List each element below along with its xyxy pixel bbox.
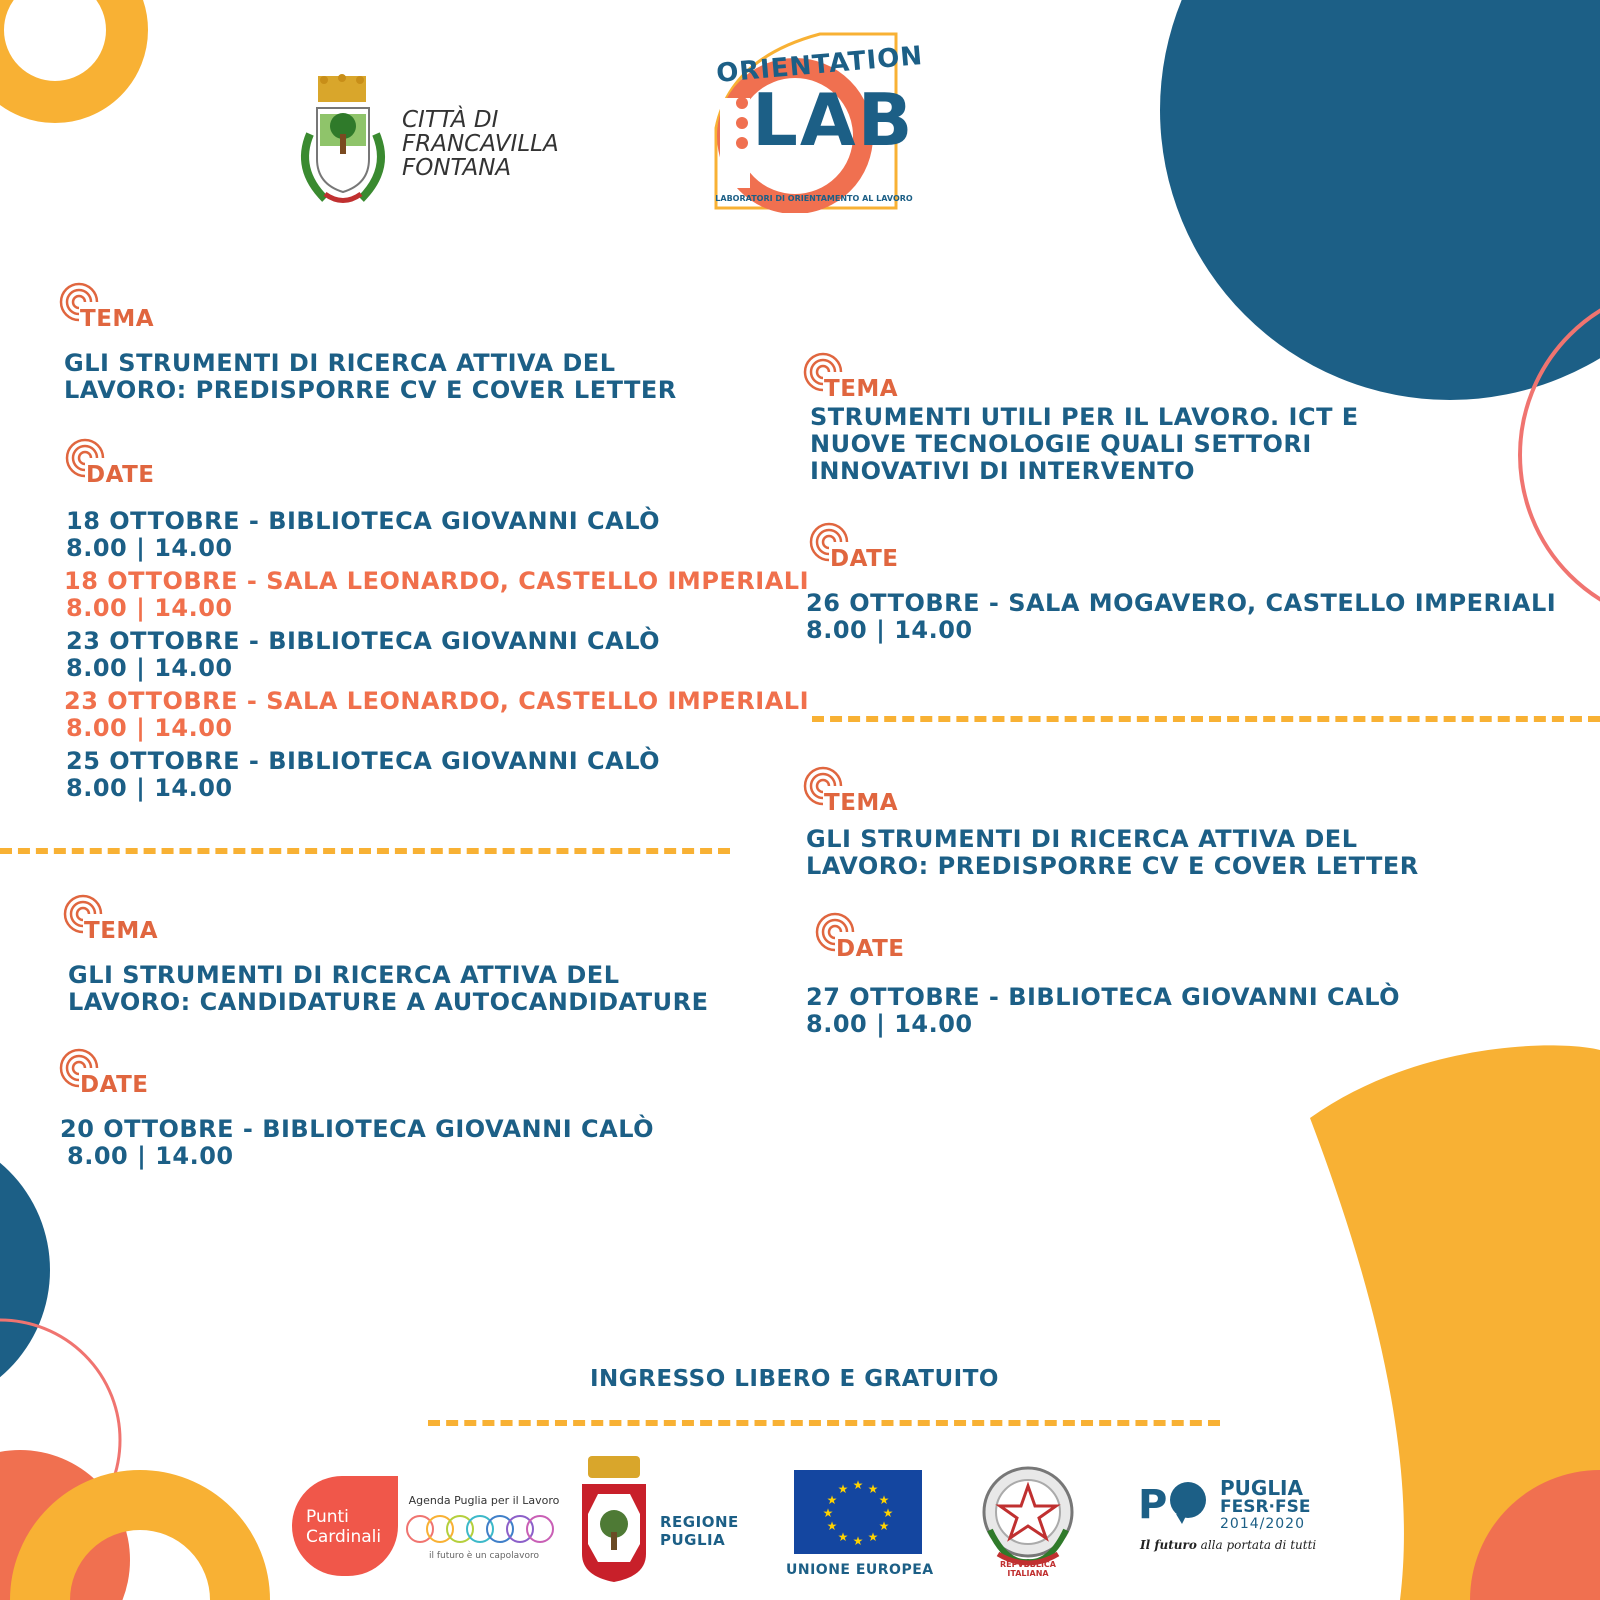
date-time: 8.00 | 14.00 xyxy=(806,1010,973,1038)
po-tagline-bold: Il futuro xyxy=(1140,1538,1197,1552)
svg-text:★: ★ xyxy=(867,1482,879,1496)
agenda-circles-icon xyxy=(404,1513,556,1547)
date-label: DATE xyxy=(80,1072,149,1098)
dashed-divider-footer xyxy=(428,1420,1220,1426)
svg-text:★: ★ xyxy=(826,1519,838,1533)
po-years-text: 2014/2020 xyxy=(1220,1516,1305,1532)
tema-text-block-1 xyxy=(64,350,677,404)
tema-text-block-4 xyxy=(806,826,1419,880)
dates-block-3 xyxy=(806,590,1556,644)
repubblica-italiana-emblem-icon xyxy=(976,1460,1080,1572)
date-line: 27 OTTOBRE - BIBLIOTECA GIOVANNI CALÒ xyxy=(806,983,1401,1011)
tema-line: GLI STRUMENTI DI RICERCA ATTIVA DEL xyxy=(806,825,1358,853)
svg-text:★: ★ xyxy=(852,1534,864,1548)
po-puglia-text: PUGLIA xyxy=(1220,1476,1303,1500)
date-line-highlight: 18 OTTOBRE - SALA LEONARDO, CASTELLO IMPERIALI xyxy=(64,567,810,595)
punti-cardinali-line-1: Punti xyxy=(306,1507,349,1527)
date-line: 18 OTTOBRE - BIBLIOTECA GIOVANNI CALÒ xyxy=(66,507,661,535)
repubblica-text: REPVBBLICA ITALIANA xyxy=(999,1560,1056,1578)
tema-text-block-2 xyxy=(68,962,709,1016)
lab-logo-main: LAB xyxy=(752,78,915,162)
dates-block-4 xyxy=(806,984,1400,1038)
lab-logo-top: ORIENTATION xyxy=(715,41,925,89)
po-tagline-rest: alla portata di tutti xyxy=(1196,1538,1317,1552)
agenda-title: Agenda Puglia per il Lavoro xyxy=(408,1494,560,1507)
city-name-line-2: FRANCAVILLA xyxy=(402,131,559,157)
tema-line: LAVORO: CANDIDATURE A AUTOCANDIDATURE xyxy=(68,988,709,1016)
svg-text:P: P xyxy=(1138,1482,1168,1524)
eu-flag-icon xyxy=(794,1470,922,1554)
tema-text-block-3 xyxy=(810,404,1359,485)
tema-line: GLI STRUMENTI DI RICERCA ATTIVA DEL xyxy=(64,349,616,377)
svg-text:★: ★ xyxy=(837,1482,849,1496)
date-time: 8.00 | 14.00 xyxy=(66,534,233,562)
unione-europea-text: UNIONE EUROPEA xyxy=(786,1562,934,1578)
svg-text:★: ★ xyxy=(826,1493,838,1507)
date-line: 20 OTTOBRE - BIBLIOTECA GIOVANNI CALÒ xyxy=(60,1115,655,1143)
dashed-divider-left xyxy=(0,848,730,854)
date-line-highlight: 23 OTTOBRE - SALA LEONARDO, CASTELLO IMPERIALI xyxy=(64,687,810,715)
tema-line: LAVORO: PREDISPORRE CV E COVER LETTER xyxy=(64,376,677,404)
agenda-sub: il futuro è un capolavoro xyxy=(428,1551,540,1561)
svg-text:★: ★ xyxy=(837,1530,849,1544)
svg-text:★: ★ xyxy=(852,1478,864,1492)
tema-line: LAVORO: PREDISPORRE CV E COVER LETTER xyxy=(806,852,1419,880)
yellow-ring-top-left xyxy=(0,0,127,102)
svg-text:★: ★ xyxy=(882,1506,894,1520)
date-time: 8.00 | 14.00 xyxy=(67,1142,234,1170)
tema-label: TEMA xyxy=(80,306,155,332)
ingresso-libero-text: INGRESSO LIBERO E GRATUITO xyxy=(590,1366,999,1392)
city-name-line-3: FONTANA xyxy=(402,155,512,181)
yellow-ring-bottom-left xyxy=(40,1500,240,1600)
tema-line: NUOVE TECNOLOGIE QUALI SETTORI xyxy=(810,430,1312,458)
tema-line: STRUMENTI UTILI PER IL LAVORO. ICT E xyxy=(810,403,1359,431)
svg-text:★: ★ xyxy=(878,1519,890,1533)
city-crest-icon xyxy=(290,74,395,209)
blue-circle-left xyxy=(0,1130,50,1410)
blue-circle-top-right xyxy=(1160,0,1600,400)
date-line: 26 OTTOBRE - SALA MOGAVERO, CASTELLO IMPERIALI xyxy=(806,589,1557,617)
orientation-lab-logo xyxy=(700,28,930,213)
date-time: 8.00 | 14.00 xyxy=(66,654,233,682)
date-time: 8.00 | 14.00 xyxy=(806,616,973,644)
lab-logo-arc: LABORATORI DI ORIENTAMENTO AL LAVORO xyxy=(715,194,913,203)
dates-block-1 xyxy=(66,508,809,802)
city-logo xyxy=(290,74,559,209)
punti-cardinali-logo xyxy=(292,1476,398,1576)
date-time-highlight: 8.00 | 14.00 xyxy=(66,594,233,622)
regione-line-2: PUGLIA xyxy=(660,1531,726,1549)
po-fesr-text: FESR·FSE xyxy=(1220,1497,1311,1517)
dates-block-2 xyxy=(60,1116,654,1170)
tema-label: TEMA xyxy=(84,918,159,944)
svg-text:★: ★ xyxy=(867,1530,879,1544)
tema-label: TEMA xyxy=(824,790,899,816)
date-time: 8.00 | 14.00 xyxy=(66,774,233,802)
svg-text:★: ★ xyxy=(822,1506,834,1520)
date-line: 25 OTTOBRE - BIBLIOTECA GIOVANNI CALÒ xyxy=(66,747,661,775)
tema-line: INNOVATIVI DI INTERVENTO xyxy=(810,457,1195,485)
regione-puglia-crest-icon xyxy=(576,1454,652,1584)
tema-line: GLI STRUMENTI DI RICERCA ATTIVA DEL xyxy=(68,961,620,989)
date-label: DATE xyxy=(86,462,155,488)
punti-cardinali-line-2: Cardinali xyxy=(306,1527,382,1547)
dashed-divider-right xyxy=(812,716,1600,722)
po-puglia-icon xyxy=(1138,1480,1214,1524)
date-label: DATE xyxy=(830,546,899,572)
agenda-puglia-logo xyxy=(404,1494,564,1564)
po-tagline xyxy=(1140,1538,1316,1552)
date-label: DATE xyxy=(836,936,905,962)
date-line: 23 OTTOBRE - BIBLIOTECA GIOVANNI CALÒ xyxy=(66,627,661,655)
regione-line-1: REGIONE xyxy=(660,1513,739,1531)
svg-text:★: ★ xyxy=(878,1493,890,1507)
date-time-highlight: 8.00 | 14.00 xyxy=(66,714,233,742)
tema-label: TEMA xyxy=(824,376,899,402)
city-name-line-1: CITTÀ DI xyxy=(402,107,499,133)
